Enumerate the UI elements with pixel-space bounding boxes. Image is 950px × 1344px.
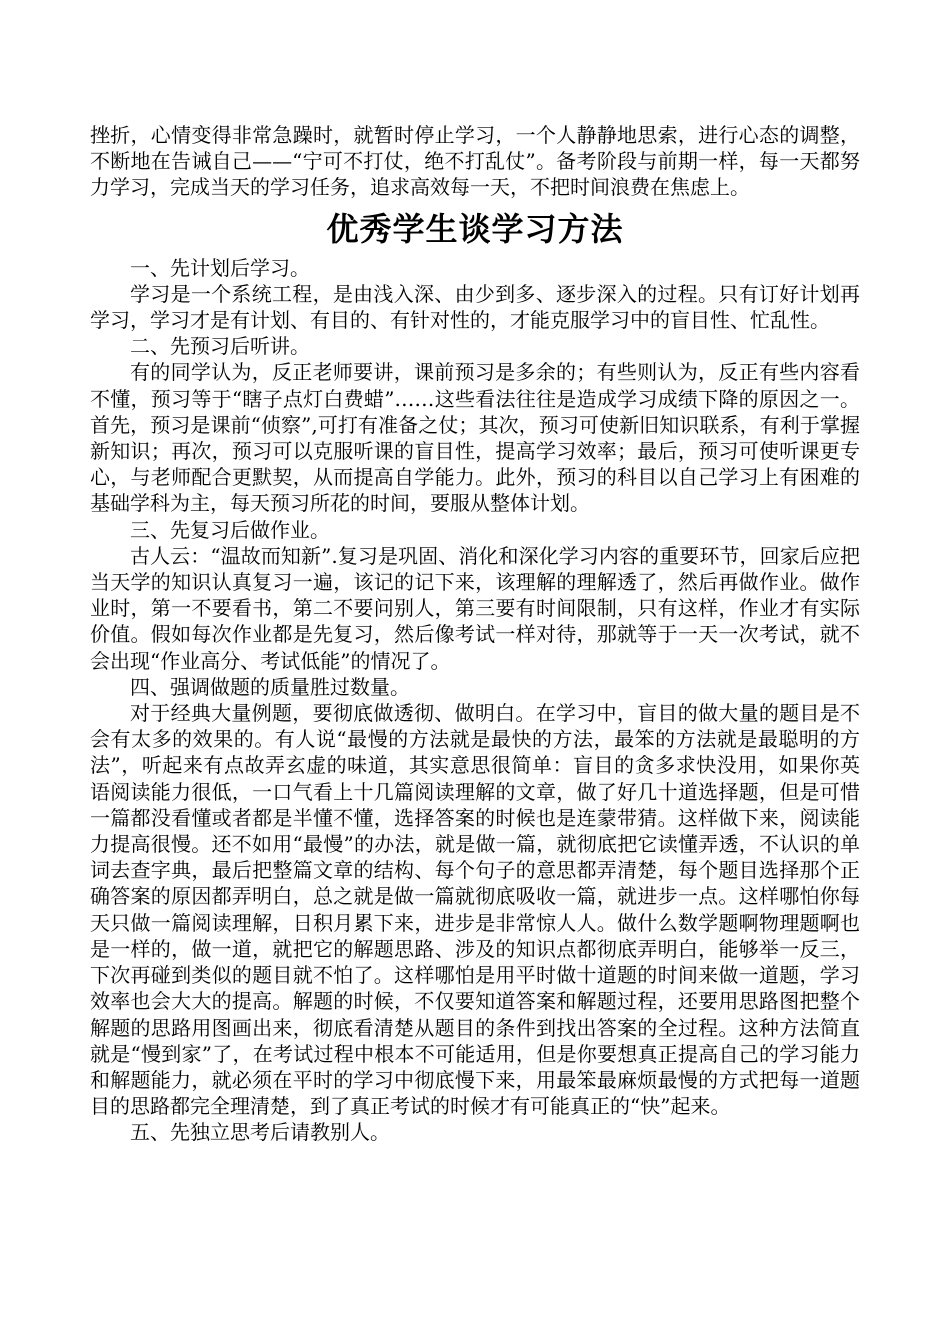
page-title: 优秀学生谈学习方法 bbox=[326, 209, 624, 248]
intro-paragraph: 挫折，心情变得非常急躁时，就暂时停止学习，一个人静静地思索，进行心态的调整，不断地在告诫自己——“宁可不打仗，绝不打乱仗”。备考阶段与前期一样，每一天都努力学习，完成当天的学习任务，追求高效每一天，不把时间浪费在焦虑上。 bbox=[90, 123, 860, 200]
section-heading-4: 四、强调做题的质量胜过数量。 bbox=[130, 674, 410, 699]
section-heading-2: 二、先预习后听讲。 bbox=[130, 334, 310, 359]
section-body-2: 有的同学认为，反正老师要讲，课前预习是多余的；有些则认为，反正有些内容看不懂，预习等于“瞎子点灯白费蜡”……这些看法往往是造成学习成绩下降的原因之一。首先，预习是课前“侦察”,可打有准备之仗；其次，预习可使新旧知识联系，有利于掌握新知识；再次，预习可以克服听课的盲目性，提高学习效率；最后，预习可使听课更专心，与老师配合更默契，从而提高自学能力。此外，预习的科目以自己学习上有困难的基础学科为主，每天预习所花的时间，要服从整体计划。 bbox=[90, 360, 860, 516]
section-heading-5: 五、先独立思考后请教别人。 bbox=[130, 1120, 390, 1145]
section-body-1: 学习是一个系统工程，是由浅入深、由少到多、逐步深入的过程。只有订好计划再学习，学习才是有计划、有目的、有针对性的，才能克服学习中的盲目性、忙乱性。 bbox=[90, 281, 860, 333]
section-heading-3: 三、先复习后做作业。 bbox=[130, 517, 330, 542]
document-page bbox=[90, 122, 860, 1146]
section-body-3: 古人云：“温故而知新”.复习是巩固、消化和深化学习内容的重要环节，回家后应把当天学的知识认真复习一遍，该记的记下来，该理解的理解透了，然后再做作业。做作业时，第一不要看书，第二不要问别人，第三要有时间限制，只有这样，作业才有实际价值。假如每次作业都是先复习，然后像考试一样对待，那就等于一天一次考试，就不会出现“作业高分、考试低能”的情况了。 bbox=[90, 543, 860, 673]
section-heading-1: 一、先计划后学习。 bbox=[130, 255, 310, 280]
section-body-4: 对于经典大量例题，要彻底做透彻、做明白。在学习中，盲目的做大量的题目是不会有太多的效果的。有人说“最慢的方法就是最快的方法，最笨的方法就是最聪明的方法”，听起来有点故弄玄虚的味道，其实意思很简单：盲目的贪多求快没用，如果你英语阅读能力很低，一口气看上十几篇阅读理解的文章，做了好几十道选择题，但是可惜一篇都没看懂或者都是半懂不懂，选择答案的时候也是连蒙带猜。这样做下来，阅读能力提高很慢。还不如用“最慢”的办法，就是做一篇，就彻底把它读懂弄透，不认识的单词去查字典，最后把整篇文章的结构、每个句子的意思都弄清楚，每个题目选择那个正确答案的原因都弄明白，总之就是做一篇就彻底吸收一篇，就进步一点。这样哪怕你每天只做一篇阅读理解，日积月累下来，进步是非常惊人人。做什么数学题啊物理题啊也是一样的，做一道，就把它的解题思路、涉及的知识点都彻底弄明白，能够举一反三，下次再碰到类似的题目就不怕了。这样哪怕是用平时做十道题的时间来做一道题，学习效率也会大大的提高。解题的时候，不仅要知道答案和解题过程，还要用思路图把整个解题的思路用图画出来，彻底看清楚从题目的条件到找出答案的全过程。这种方法简直就是“慢到家”了，在考试过程中根本不可能适用，但是你要想真正提高自己的学习能力和解题能力，就必须在平时的学习中彻底慢下来，用最笨最麻烦最慢的方式把每一道题目的思路都完全理清楚，到了真正考试的时候才有可能真正的“快”起来。 bbox=[90, 701, 860, 1119]
